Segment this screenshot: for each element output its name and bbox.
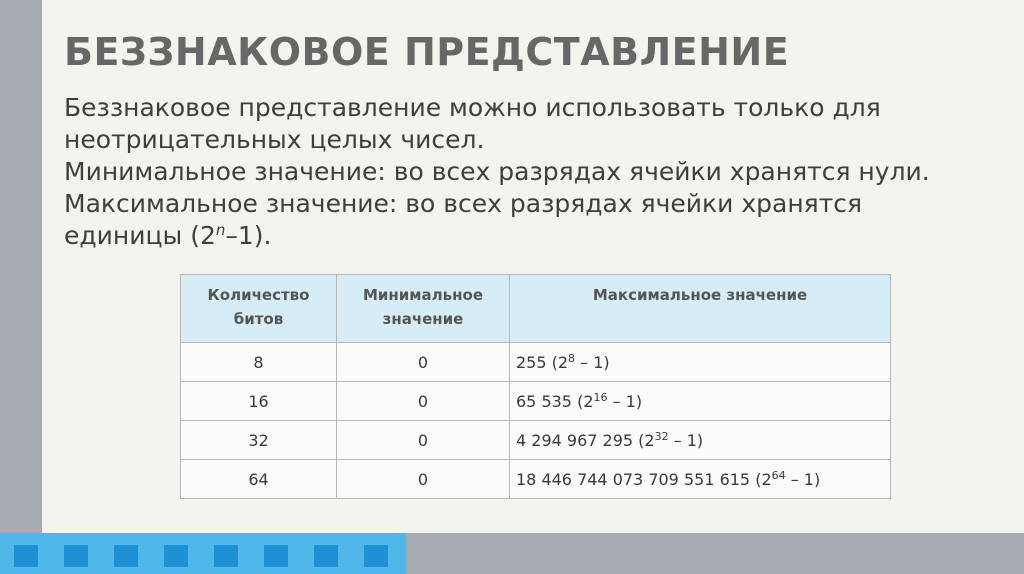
header-min: Минимальное значение	[337, 275, 510, 343]
table-row	[181, 382, 891, 421]
paragraph-line: Беззнаковое представление можно использовать только для	[64, 93, 881, 122]
decor-square	[114, 545, 138, 567]
footer-decor-strip	[0, 533, 406, 574]
left-frame-bar	[0, 0, 42, 574]
cell-bits: 32	[181, 421, 337, 460]
decor-square	[264, 545, 288, 567]
cell-bits: 8	[181, 343, 337, 382]
paragraph-unsigned-usage	[64, 92, 1004, 156]
header-bits: Количество битов	[181, 275, 337, 343]
decor-square	[214, 545, 238, 567]
table-header-row	[181, 275, 891, 343]
paragraph-line: единицы (2	[64, 221, 216, 250]
decor-square	[364, 545, 388, 567]
paragraph-line: Максимальное значение: во всех разрядах ячейки хранятся	[64, 189, 863, 218]
paragraph-line: неотрицательных целых чисел.	[64, 125, 485, 154]
cell-min: 0	[337, 421, 510, 460]
cell-min: 0	[337, 382, 510, 421]
paragraph-line: Минимальное значение: во всех разрядах ячейки хранятся нули.	[64, 157, 930, 186]
cell-max: 4 294 967 295 $(2^{32} - 1)$	[510, 421, 891, 460]
cell-bits: 16	[181, 382, 337, 421]
exponent: n	[215, 221, 226, 239]
decor-square	[14, 545, 38, 567]
cell-min: 0	[337, 343, 510, 382]
table-row	[181, 460, 891, 499]
cell-max: 18 446 744 073 709 551 615 $(2^{64} - 1)$	[510, 460, 891, 499]
decor-square	[314, 545, 338, 567]
slide-title: БЕЗЗНАКОВОЕ ПРЕДСТАВЛЕНИЕ	[64, 30, 790, 74]
decor-square	[164, 545, 188, 567]
table-row	[181, 421, 891, 460]
decor-square	[64, 545, 88, 567]
paragraph-min-value	[64, 156, 1004, 188]
body-text	[64, 92, 1004, 252]
cell-max: 255 $(2^8 - 1)$	[510, 343, 891, 382]
value-range-table	[180, 274, 891, 499]
cell-max: 65 535 $(2^{16} - 1)$	[510, 382, 891, 421]
slide	[42, 0, 1024, 533]
paragraph-max-value	[64, 188, 1004, 252]
header-max: Максимальное значение	[510, 275, 891, 343]
cell-bits: 64	[181, 460, 337, 499]
paragraph-line: –1).	[225, 221, 272, 250]
cell-min: 0	[337, 460, 510, 499]
table-row	[181, 343, 891, 382]
footer-bar	[0, 533, 1024, 574]
